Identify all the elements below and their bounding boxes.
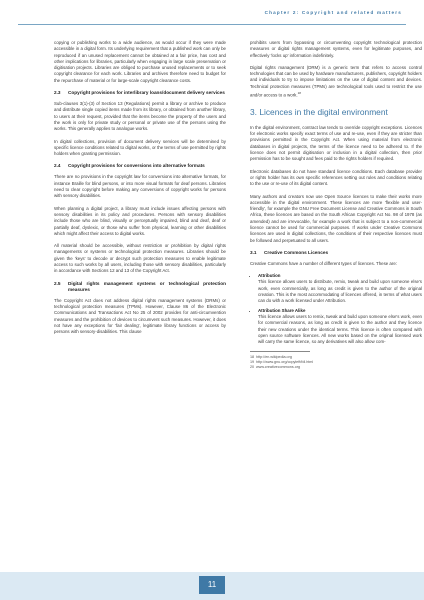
section-number: 2.4 [54, 163, 61, 169]
paragraph: All material should be accessible, without restriction or prohibition by digital rights managements or systems or technological protection measures. Libraries should be given the 'keys' to decode or decrypt such protection measures to enable legitimate access to such works by all users, including those with sensory disabilities, particularly in accordance with Sections 12 and 13 of the Copyright Act. [54, 243, 226, 274]
footnote-number: 19 [250, 360, 255, 365]
section-number: 3.1 [250, 249, 257, 255]
list-item [258, 308, 422, 346]
paragraph: The Copyright Act does not address digital rights management systems (DRMs) or technological protection measures (TPMs). However, Clause 86 of the Electronic Communications and Transactions Act No 25 of 2002 provides for anti-circumvention measures and the prohibition of devices to circumvent such measures. However, it does not have any exceptions for 'fair dealing', legitimate library functions or access by persons with sensory-disabilities. This clause [54, 297, 226, 335]
footnote-number: 18 [250, 355, 255, 360]
section-title: Licences in the digital environment [259, 106, 388, 117]
section-title: Creative Commons Licences [264, 249, 329, 255]
footnote-number: 20 [250, 365, 255, 370]
page-number: 11 [199, 576, 225, 594]
section-heading-3 [250, 107, 422, 117]
paragraph-text: Digital rights management (DRM) is a generic term that refers to access control technologies that can be used by hardware manufacturers, publishers, copyright holders and individuals to try to impose limitations on the use of digital content and devices. Technical protection measures (TPMs) are technological tools used to restrict the use and/or access to a work. [250, 64, 422, 98]
footnote-link[interactable]: www.creativecommons.org [256, 365, 301, 370]
footnote-link[interactable]: http://en.wikipedia.org [256, 355, 292, 360]
paragraph: Creative Commons have a number of different types of licences. These are: [250, 260, 397, 266]
chapter-title: Chapter 2: Copyright and related matters [264, 10, 402, 15]
section-number: 2.5 [54, 280, 61, 286]
licence-term: • Attribution Share Alike [258, 307, 306, 313]
paragraph: Electronic databases do not have standard licence conditions. Each database provider or rights holder has its own specific references setting out rules and conditions relating to the use or re-use of its digital content. [250, 168, 422, 187]
section-heading-2-4 [54, 163, 226, 169]
paragraph: Many authors and creators now use Open Source licences to make their works more accessible in the digital environment. These licences are more 'flexible and user-friendly', for example the GNU Free Document License and Creative Commons in South Africa, these licences are based on the South African Copyright Act No. 98 of 1978 (as amended) and are irrevocable, for example a work that is subject to a non-commercial licence cannot be used for commercial purposes. If works under Creative Commons licences are used in digital collections, the conditions of their respective licences must be followed and perpetuated to all users. [250, 193, 422, 243]
section-heading-2-5 [54, 281, 226, 293]
licence-term: • Attribution [258, 273, 281, 279]
left-column [54, 40, 226, 341]
list-item [258, 273, 422, 304]
section-heading-3-1 [250, 250, 422, 256]
paragraph-drm [250, 65, 422, 99]
licence-text: This licence allows users to remix, tweak and build upon someone else's work, even for commercial reasons, as long as credit is given to the author and they licence their new creations under the identical terms. This licence is often compared with open source software licences. All new works based on the original licensed work will carry the same licence, so any derivatives will also allow com- [258, 313, 422, 345]
footnote-link[interactable]: http://www.gnu.org/copyleft/fdl.html [256, 360, 314, 365]
right-column [250, 40, 422, 370]
section-title: Copyright provisions for conversions into alternative formats [68, 163, 205, 169]
page-header [18, 6, 406, 25]
section-number: 2.3 [54, 90, 61, 96]
section-number: 3. [250, 106, 257, 117]
footnote-ref: 18 [297, 91, 301, 96]
paragraph: Sub-clauses 3(1)-(3) of Section 13 (Regulations) permit a library or archive to produce and distribute single copied items made from its library, or obtained from another library, to users at their request, provided that the items become the property of the users and the work is only for private study or personal or private use of the persons using the works. This generally applies to analogue works. [54, 101, 226, 132]
paragraph: When planning a digital project, a library must include issues affecting persons with sensory disabilities in its policy and procedures. Persons with sensory disabilities include those who are blind, visually or perceptually impaired, blind and deaf, deaf or partially deaf, dyslexic, or those who suffer from physical, learning or other disabilities which might affect their access to digital works. [54, 205, 226, 236]
footnotes [250, 355, 422, 370]
paragraph: There are no provisions in the copyright law for conversions into alternative formats, for instance Braille for blind persons, or into more visual formats for deaf persons. Libraries need to clear copyright before making any conversions of copyright works for persons with sensory disabilities. [54, 174, 226, 199]
paragraph: prohibits users from bypassing or circumventing copyright technological protection measures or digital rights management systems, even for legitimate purposes, and effectively 'locks up' information indefinitely. [250, 40, 422, 58]
section-heading-2-3 [54, 90, 226, 96]
paragraph: copying or publishing works to a wide audience, as would occur if they were made accessible in a digital form. Its underlying requirement that a published work can only be reproduced if an unused replacement cannot be obtained at a fair price, has cost and other implications for libraries, particularly when engaging in large scale preservation or digitisation projects. Libraries are obliged to purchase unused replacements or to seek copyright clearance for each work. Libraries and archives therefore need to budget for the repurchase of material or for large-scale copyright clearance costs. [54, 40, 226, 83]
licence-list [250, 273, 422, 345]
paragraph: In digital collections, provision of document delivery services will be determined by specific licence conditions related to digital works, or the terms of use permitted by rights holders when granting permission. [54, 138, 226, 157]
section-title: Digital rights management systems or technological protection measures [68, 280, 226, 292]
paragraph: In the digital environment, contract law tends to override copyright exceptions. Licences for electronic works specify exact terms of use and re-use, even if they are stricter than provisions permitted in the Copyright Act. When using material from electronic databases in digital projects, the terms of the licence need to be adhered to. If the licence does not permit digitisation or inclusion in a digital collection, then prior permission has to be sought and fees paid to the rights holders if required. [250, 124, 422, 162]
footnote-divider [250, 351, 310, 352]
footnote [250, 365, 422, 370]
licence-text: This licence allows users to distribute, remix, tweak and build upon someone else's work, even commercially, as long as credit is given to the author of the original creation. This is the most accommodating of licences offered, in terms of what users can do with a work licensed under Attribution. [258, 279, 422, 304]
section-title: Copyright provisions for interlibrary loans/document delivery services [68, 90, 225, 96]
